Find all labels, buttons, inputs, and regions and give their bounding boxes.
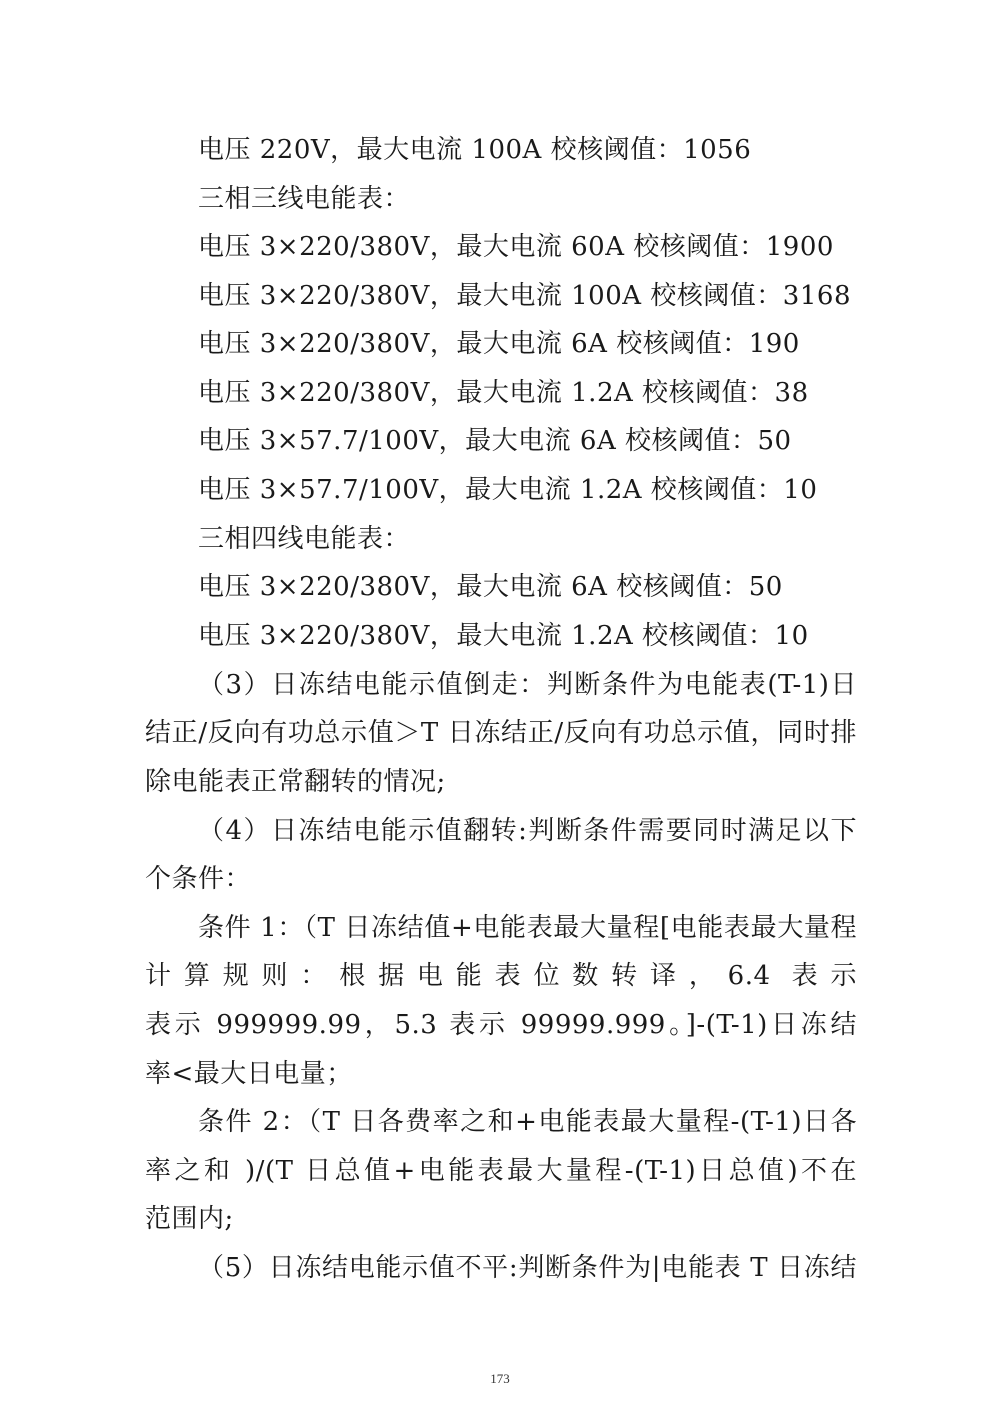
body-line: 电压 3×57.7/100V，最大电流 6A 校核阈值：50 [198, 426, 792, 456]
body-line: 电压 3×220/380V，最大电流 60A 校核阈值：1900 [198, 232, 834, 262]
body-line: 电压 3×220/380V，最大电流 6A 校核阈值：50 [198, 572, 783, 602]
paragraph-line: 率之和 )/(T 日总值+电能表最大量程-(T-1)日总值)不在 [145, 1156, 857, 1186]
body-line: 电压 3×220/380V，最大电流 6A 校核阈值：190 [198, 329, 800, 359]
paragraph-line: 计算规则：根据电能表位数转译，6.4 表示 [145, 961, 857, 991]
body-line: 电压 3×57.7/100V，最大电流 1.2A 校核阈值：10 [198, 475, 818, 505]
body-line: 电压 3×220/380V，最大电流 1.2A 校核阈值：38 [198, 378, 809, 408]
paragraph-line: 范围内; [145, 1204, 234, 1234]
body-line: 电压 220V，最大电流 100A 校核阈值：1056 [198, 135, 752, 165]
paragraph-line: 除电能表正常翻转的情况; [145, 767, 446, 797]
paragraph-line: 条件 2：（T 日各费率之和+电能表最大量程-(T-1)日各 [198, 1107, 857, 1137]
paragraph-line: 条件 1：（T 日冻结值+电能表最大量程[电能表最大量程 [198, 913, 857, 943]
paragraph-line: 个条件： [145, 864, 252, 894]
paragraph-line: （5）日冻结电能示值不平:判断条件为|电能表 T 日冻结 [198, 1253, 857, 1283]
section-heading: 三相四线电能表： [198, 524, 411, 554]
paragraph-line: （4）日冻结电能示值翻转:判断条件需要同时满足以下 [198, 816, 857, 846]
section-heading: 三相三线电能表： [198, 184, 411, 214]
paragraph-line: （3）日冻结电能示值倒走：判断条件为电能表(T-1)日 [198, 670, 857, 700]
paragraph-line: 率<最大日电量； [145, 1059, 353, 1089]
paragraph-line: 结正/反向有功总示值＞T 日冻结正/反向有功总示值，同时排 [145, 718, 857, 748]
paragraph-line: 表示 999999.99，5.3 表示 99999.999。]-(T-1)日冻结 [145, 1010, 857, 1040]
page-number: 173 [490, 1371, 510, 1386]
body-line: 电压 3×220/380V，最大电流 1.2A 校核阈值：10 [198, 621, 809, 651]
body-line: 电压 3×220/380V，最大电流 100A 校核阈值：3168 [198, 281, 851, 311]
